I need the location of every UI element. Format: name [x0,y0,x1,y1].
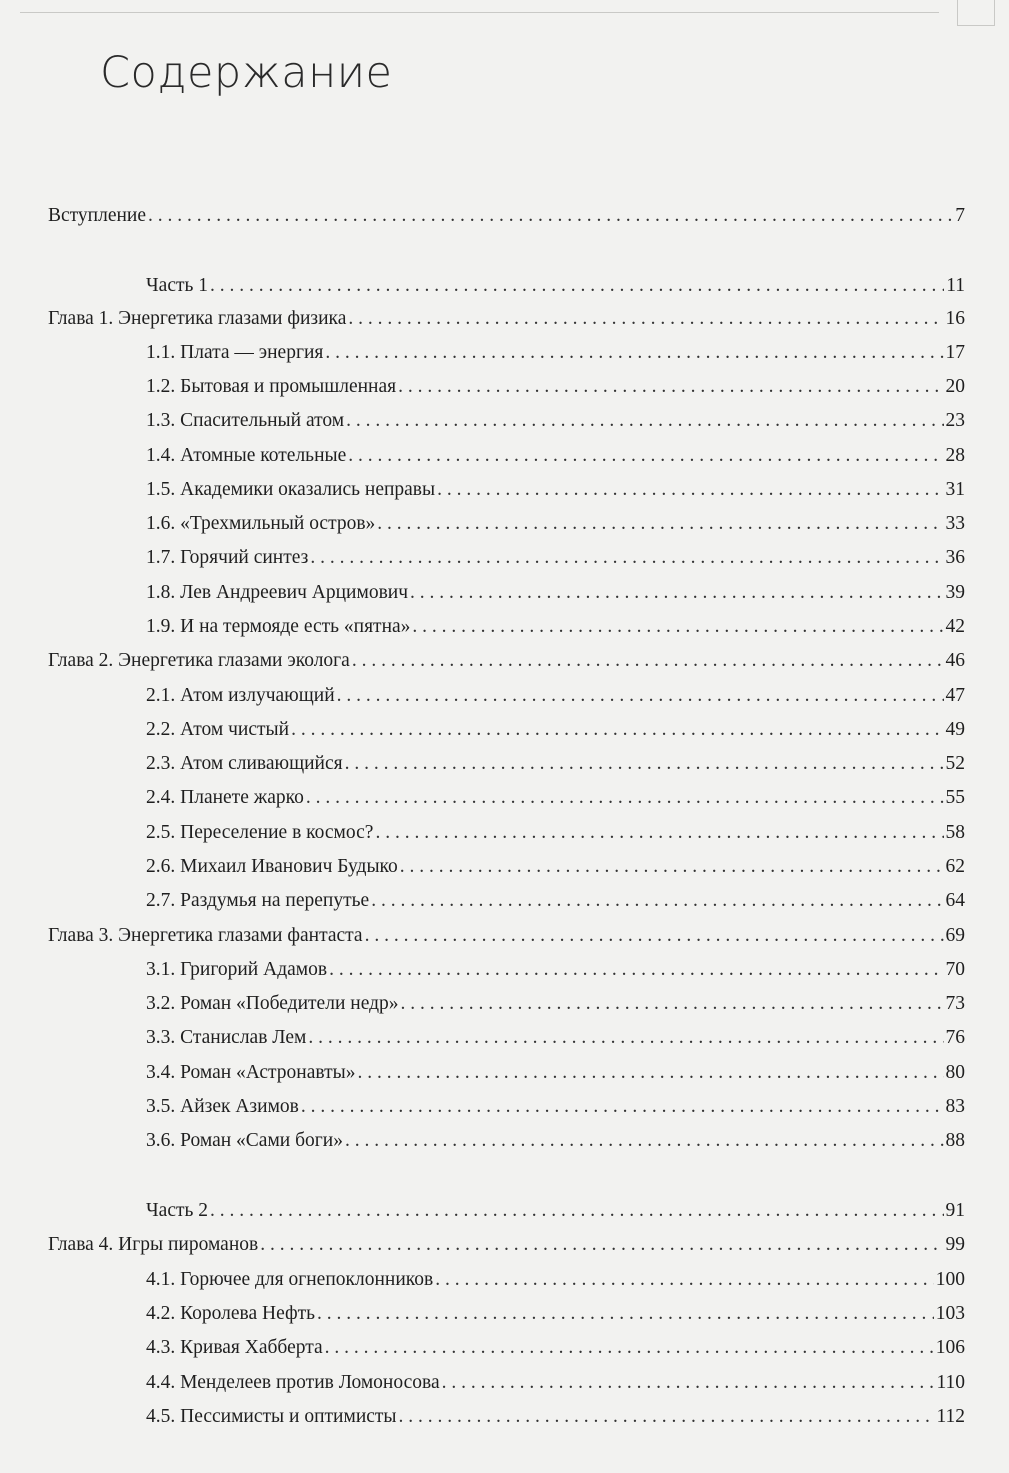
toc-entry-page-number: 46 [945,650,965,671]
toc-entry-page-number: 83 [945,1096,965,1117]
dot-leader [148,204,953,228]
toc-entry-page-number: 20 [945,376,965,397]
toc-entry [146,609,965,639]
toc-entry-title: 1.3. Спасительный атом [146,410,345,431]
dot-leader [345,752,944,776]
toc-entry-title: 3.6. Роман «Сами боги» [146,1130,343,1151]
toc-entry-page-number: 36 [945,547,965,568]
dot-leader [352,649,944,673]
toc-entry-page-number: 64 [945,890,965,911]
toc-entry-title: 4.3. Кривая Хабберта [146,1337,323,1358]
dot-leader [399,1405,935,1429]
toc-entry [146,335,965,365]
toc-entry [146,986,965,1016]
toc-entry-title: Глава 3. Энергетика глазами фантаста [48,925,363,946]
toc-entry [146,403,965,433]
toc-entry [146,746,965,776]
dot-leader [337,684,944,708]
dot-leader [301,1095,944,1119]
toc-entry-page-number: 55 [945,787,965,808]
toc-entry-title: 4.5. Пессимисты и оптимисты [146,1406,397,1427]
toc-entry-page-number: 73 [945,993,965,1014]
toc-entry [146,268,965,298]
dot-leader [371,889,943,913]
toc-entry-title: 1.1. Плата — энергия [146,342,324,363]
toc-entry-page-number: 91 [945,1200,965,1221]
dot-leader [345,1129,944,1153]
toc-entry [146,952,965,982]
toc-entry-title: 4.1. Горючее для огнепоклонников [146,1269,434,1290]
toc-entry-title: 2.6. Михаил Иванович Будыко [146,856,398,877]
dot-leader [412,615,943,639]
dot-leader [210,1199,943,1223]
toc-entry-page-number: 88 [945,1130,965,1151]
toc-entry-title: 1.2. Бытовая и промышленная [146,376,397,397]
toc-entry-title: 1.9. И на термояде есть «пятна» [146,616,411,637]
dot-leader [375,821,943,845]
toc-entry [146,575,965,605]
toc-entry-page-number: 70 [945,959,965,980]
toc-entry-title: Глава 1. Энергетика глазами физика [48,308,347,329]
toc-entry-title: 4.2. Королева Нефть [146,1303,316,1324]
dot-leader [400,855,944,879]
toc-entry [146,1330,965,1360]
toc-entry-title: 3.2. Роман «Победители недр» [146,993,399,1014]
toc-entry-page-number: 100 [935,1269,965,1290]
dot-leader [260,1233,943,1257]
toc-entry [146,1262,965,1292]
dot-leader [210,274,944,298]
dot-leader [398,375,943,399]
toc-entry-page-number: 7 [955,205,965,226]
dot-leader [308,1026,943,1050]
toc-entry-page-number: 110 [936,1372,965,1393]
toc-entry-title: 2.1. Атом излучающий [146,685,335,706]
dot-leader [317,1302,934,1326]
toc-entry-page-number: 76 [945,1027,965,1048]
dot-leader [401,992,944,1016]
dot-leader [325,1336,934,1360]
toc-entry [146,1123,965,1153]
toc-entry-title: 3.3. Станислав Лем [146,1027,307,1048]
dot-leader [291,718,943,742]
toc-entry [146,815,965,845]
toc-entry-page-number: 62 [945,856,965,877]
dot-leader [329,958,943,982]
toc-entry [146,1296,965,1326]
dot-leader [325,341,943,365]
toc-entry-title: 2.2. Атом чистый [146,719,290,740]
dot-leader [357,1061,943,1085]
toc-entry-page-number: 11 [946,275,965,296]
toc-entry-title: Часть 2 [146,1200,209,1221]
toc-entry [146,1193,965,1223]
toc-entry-title: 2.7. Раздумья на перепутье [146,890,370,911]
dot-leader [442,1371,935,1395]
page-title: Содержание [100,48,393,98]
toc-entry-title: 4.4. Менделеев против Ломоносова [146,1372,440,1393]
dot-leader [437,478,943,502]
toc-entry-page-number: 47 [945,685,965,706]
toc-entry-page-number: 17 [945,342,965,363]
toc-entry-page-number: 16 [945,308,965,329]
toc-entry-title: 2.3. Атом сливающийся [146,753,343,774]
toc-entry-title: 2.5. Переселение в космос? [146,822,374,843]
toc-entry-title: 3.5. Айзек Азимов [146,1096,299,1117]
toc-entry-title: 2.4. Планете жарко [146,787,304,808]
toc-entry-page-number: 58 [945,822,965,843]
toc-entry-title: 1.6. «Трехмильный остров» [146,513,376,534]
toc-entry [146,849,965,879]
toc-entry-title: 1.4. Атомные котельные [146,445,347,466]
toc-entry-page-number: 99 [945,1234,965,1255]
toc-entry-title: 1.5. Академики оказались неправы [146,479,436,500]
dot-leader [377,512,943,536]
toc-entry-page-number: 42 [945,616,965,637]
toc-entry-page-number: 112 [936,1406,965,1427]
dot-leader [435,1268,934,1292]
toc-entry [146,1020,965,1050]
toc-entry-page-number: 33 [945,513,965,534]
toc-entry [146,472,965,502]
dot-leader [348,307,943,331]
toc-entry [146,1365,965,1395]
toc-entry [48,198,965,228]
toc-entry-page-number: 106 [935,1337,965,1358]
toc-entry-page-number: 80 [945,1062,965,1083]
toc-entry-title: Вступление [48,205,147,226]
dot-leader [365,924,944,948]
toc-entry-page-number: 39 [945,582,965,603]
toc-entry [146,438,965,468]
toc-entry [48,643,965,673]
dot-leader [306,786,944,810]
toc-entry [48,301,965,331]
toc-entry [146,883,965,913]
toc-entry-title: 3.1. Григорий Адамов [146,959,328,980]
toc-entry-page-number: 52 [945,753,965,774]
toc-entry-title: 1.8. Лев Андреевич Арцимович [146,582,409,603]
toc-entry-title: Часть 1 [146,275,209,296]
dot-leader [348,444,943,468]
toc-entry-page-number: 23 [945,410,965,431]
toc-entry [146,1399,965,1429]
toc-entry [146,540,965,570]
toc-entry [146,678,965,708]
toc-entry [146,369,965,399]
toc-entry [146,1089,965,1119]
toc-entry-title: 3.4. Роман «Астронавты» [146,1062,356,1083]
toc-entry [48,1227,965,1257]
dot-leader [310,546,943,570]
dot-leader [410,581,943,605]
toc-entry [146,506,965,536]
toc-entry-title: Глава 4. Игры пироманов [48,1234,259,1255]
toc-entry [146,1055,965,1085]
toc-entry [146,712,965,742]
toc-entry [146,780,965,810]
dot-leader [346,409,943,433]
toc-entry-page-number: 69 [945,925,965,946]
toc-entry-title: Глава 2. Энергетика глазами эколога [48,650,350,671]
toc-entry-page-number: 103 [935,1303,965,1324]
toc-entry-page-number: 28 [945,445,965,466]
toc-entry-page-number: 49 [945,719,965,740]
toc-entry-page-number: 31 [945,479,965,500]
toc-entry-title: 1.7. Горячий синтез [146,547,309,568]
toc-entry [48,918,965,948]
